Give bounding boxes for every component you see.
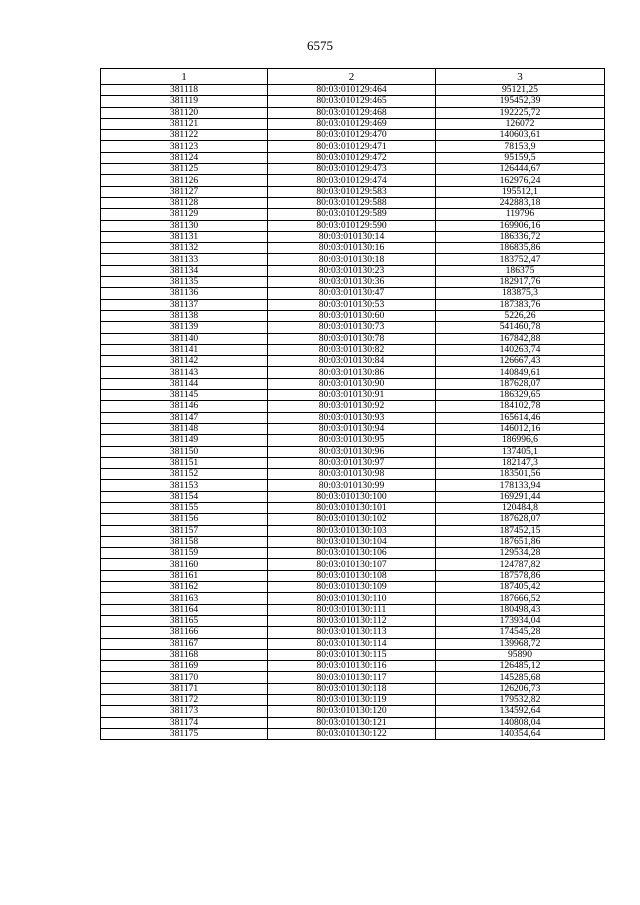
table-row: [101, 593, 605, 604]
cell-number: 381168: [101, 649, 268, 660]
table-row: [101, 491, 605, 502]
cell-value: 140263,74: [436, 344, 605, 355]
cell-number: 381160: [101, 559, 268, 570]
cell-number: 381147: [101, 412, 268, 423]
cell-cadastral-id: 80:03:010130:99: [268, 480, 436, 491]
cell-number: 381170: [101, 672, 268, 683]
table-row: [101, 186, 605, 197]
cell-value: 187383,76: [436, 299, 605, 310]
cell-value: 120484,8: [436, 502, 605, 513]
table-row: [101, 570, 605, 581]
table-row: [101, 514, 605, 525]
cell-number: 381167: [101, 638, 268, 649]
cell-value: 140849,61: [436, 367, 605, 378]
cell-number: 381136: [101, 288, 268, 299]
cell-cadastral-id: 80:03:010129:469: [268, 118, 436, 129]
table-row: [101, 310, 605, 321]
cell-number: 381171: [101, 683, 268, 694]
cell-cadastral-id: 80:03:010129:473: [268, 164, 436, 175]
cell-value: 169291,44: [436, 491, 605, 502]
cell-number: 381143: [101, 367, 268, 378]
cell-value: 186835,86: [436, 243, 605, 254]
table-row: [101, 649, 605, 660]
cell-number: 381148: [101, 423, 268, 434]
cell-cadastral-id: 80:03:010130:78: [268, 333, 436, 344]
cell-value: 187666,52: [436, 593, 605, 604]
table-row: [101, 231, 605, 242]
cell-number: 381154: [101, 491, 268, 502]
cell-number: 381130: [101, 220, 268, 231]
table-row: [101, 322, 605, 333]
cell-cadastral-id: 80:03:010130:98: [268, 469, 436, 480]
table-row: [101, 333, 605, 344]
cell-number: 381125: [101, 164, 268, 175]
cell-number: 381131: [101, 231, 268, 242]
cell-cadastral-id: 80:03:010130:108: [268, 570, 436, 581]
cell-cadastral-id: 80:03:010130:104: [268, 536, 436, 547]
table-row: [101, 548, 605, 559]
cell-number: 381132: [101, 243, 268, 254]
cell-cadastral-id: 80:03:010130:96: [268, 446, 436, 457]
cell-cadastral-id: 80:03:010130:113: [268, 627, 436, 638]
cell-cadastral-id: 80:03:010130:47: [268, 288, 436, 299]
cell-cadastral-id: 80:03:010130:86: [268, 367, 436, 378]
cell-number: 381139: [101, 322, 268, 333]
cell-value: 182147,3: [436, 457, 605, 468]
table-row: [101, 469, 605, 480]
table-row: [101, 661, 605, 672]
table-row: [101, 457, 605, 468]
cell-cadastral-id: 80:03:010130:53: [268, 299, 436, 310]
cell-value: 186375: [436, 265, 605, 276]
table-row: [101, 695, 605, 706]
page-number: 6575: [307, 38, 333, 53]
cell-value: 165614,46: [436, 412, 605, 423]
cell-cadastral-id: 80:03:010130:95: [268, 435, 436, 446]
cell-value: 140603,61: [436, 130, 605, 141]
table-row: [101, 446, 605, 457]
cell-value: 140354,64: [436, 728, 605, 739]
cell-cadastral-id: 80:03:010130:16: [268, 243, 436, 254]
cell-value: 183752,47: [436, 254, 605, 265]
cell-value: 126444,67: [436, 164, 605, 175]
cell-value: 173934,04: [436, 615, 605, 626]
cell-number: 381173: [101, 706, 268, 717]
cell-cadastral-id: 80:03:010129:472: [268, 152, 436, 163]
table-row: [101, 96, 605, 107]
cell-value: 187628,07: [436, 514, 605, 525]
table-row: [101, 604, 605, 615]
cell-number: 381164: [101, 604, 268, 615]
cell-cadastral-id: 80:03:010130:36: [268, 277, 436, 288]
cell-number: 381133: [101, 254, 268, 265]
table-row: [101, 728, 605, 739]
table-row: [101, 525, 605, 536]
table-row: [101, 502, 605, 513]
cell-cadastral-id: 80:03:010130:103: [268, 525, 436, 536]
cell-number: 381145: [101, 390, 268, 401]
cell-value: 146012,16: [436, 423, 605, 434]
cell-cadastral-id: 80:03:010129:589: [268, 209, 436, 220]
cell-number: 381151: [101, 457, 268, 468]
cell-number: 381158: [101, 536, 268, 547]
cell-cadastral-id: 80:03:010130:122: [268, 728, 436, 739]
table-row: [101, 175, 605, 186]
cell-cadastral-id: 80:03:010130:119: [268, 695, 436, 706]
cell-number: 381159: [101, 548, 268, 559]
table-row: [101, 243, 605, 254]
cell-cadastral-id: 80:03:010129:468: [268, 107, 436, 118]
cell-number: 381123: [101, 141, 268, 152]
cell-number: 381138: [101, 310, 268, 321]
cell-cadastral-id: 80:03:010130:115: [268, 649, 436, 660]
cell-number: 381161: [101, 570, 268, 581]
cell-number: 381126: [101, 175, 268, 186]
cell-cadastral-id: 80:03:010130:114: [268, 638, 436, 649]
cell-number: 381153: [101, 480, 268, 491]
cell-number: 381174: [101, 717, 268, 728]
cell-value: 139968,72: [436, 638, 605, 649]
table-row: [101, 130, 605, 141]
data-table: [100, 68, 605, 740]
cell-number: 381146: [101, 401, 268, 412]
cell-value: 167842,88: [436, 333, 605, 344]
cell-value: 187405,42: [436, 582, 605, 593]
table-row: [101, 164, 605, 175]
cell-value: 186996,6: [436, 435, 605, 446]
cell-number: 381175: [101, 728, 268, 739]
cell-value: 180498,43: [436, 604, 605, 615]
cell-cadastral-id: 80:03:010130:101: [268, 502, 436, 513]
cell-number: 381118: [101, 85, 268, 96]
cell-value: 129534,28: [436, 548, 605, 559]
cell-value: 186336,72: [436, 231, 605, 242]
cell-value: 126206,73: [436, 683, 605, 694]
table-row: [101, 367, 605, 378]
table-row: [101, 638, 605, 649]
cell-value: 183875,3: [436, 288, 605, 299]
table-row: [101, 277, 605, 288]
cell-cadastral-id: 80:03:010130:100: [268, 491, 436, 502]
table-row: [101, 220, 605, 231]
cell-number: 381122: [101, 130, 268, 141]
cell-value: 187578,86: [436, 570, 605, 581]
cell-cadastral-id: 80:03:010129:590: [268, 220, 436, 231]
cell-value: 169906,16: [436, 220, 605, 231]
table-row: [101, 288, 605, 299]
table-row: [101, 378, 605, 389]
cell-number: 381129: [101, 209, 268, 220]
cell-value: 126485,12: [436, 661, 605, 672]
cell-cadastral-id: 80:03:010129:583: [268, 186, 436, 197]
cell-cadastral-id: 80:03:010129:464: [268, 85, 436, 96]
cell-cadastral-id: 80:03:010130:111: [268, 604, 436, 615]
cell-value: 195512,1: [436, 186, 605, 197]
header-row: [101, 69, 605, 85]
table-body: [101, 85, 605, 740]
cell-cadastral-id: 80:03:010130:117: [268, 672, 436, 683]
cell-number: 381121: [101, 118, 268, 129]
cell-cadastral-id: 80:03:010130:73: [268, 322, 436, 333]
cell-value: 187651,86: [436, 536, 605, 547]
table-row: [101, 118, 605, 129]
cell-value: 137405,1: [436, 446, 605, 457]
cell-number: 381166: [101, 627, 268, 638]
cell-number: 381144: [101, 378, 268, 389]
table-row: [101, 559, 605, 570]
table-row: [101, 356, 605, 367]
cell-cadastral-id: 80:03:010129:470: [268, 130, 436, 141]
cell-number: 381150: [101, 446, 268, 457]
cell-number: 381124: [101, 152, 268, 163]
cell-value: 195452,39: [436, 96, 605, 107]
cell-number: 381128: [101, 197, 268, 208]
table-row: [101, 435, 605, 446]
cell-cadastral-id: 80:03:010130:110: [268, 593, 436, 604]
cell-cadastral-id: 80:03:010130:23: [268, 265, 436, 276]
cell-value: 174545,28: [436, 627, 605, 638]
cell-cadastral-id: 80:03:010130:116: [268, 661, 436, 672]
cell-number: 381156: [101, 514, 268, 525]
cell-cadastral-id: 80:03:010130:102: [268, 514, 436, 525]
table-row: [101, 209, 605, 220]
table-row: [101, 683, 605, 694]
table-row: [101, 254, 605, 265]
cell-cadastral-id: 80:03:010130:107: [268, 559, 436, 570]
cell-value: 187628,07: [436, 378, 605, 389]
table-row: [101, 672, 605, 683]
table-row: [101, 197, 605, 208]
cell-cadastral-id: 80:03:010129:465: [268, 96, 436, 107]
table-row: [101, 480, 605, 491]
cell-value: 183501,56: [436, 469, 605, 480]
cell-number: 381119: [101, 96, 268, 107]
cell-number: 381135: [101, 277, 268, 288]
cell-number: 381169: [101, 661, 268, 672]
cell-value: 179532,82: [436, 695, 605, 706]
table-row: [101, 401, 605, 412]
cell-number: 381155: [101, 502, 268, 513]
table-row: [101, 265, 605, 276]
cell-cadastral-id: 80:03:010130:84: [268, 356, 436, 367]
cell-cadastral-id: 80:03:010130:118: [268, 683, 436, 694]
table-row: [101, 627, 605, 638]
cell-cadastral-id: 80:03:010129:474: [268, 175, 436, 186]
cell-value: 140808,04: [436, 717, 605, 728]
cell-value: 145285,68: [436, 672, 605, 683]
cell-value: 134592,64: [436, 706, 605, 717]
cell-cadastral-id: 80:03:010130:60: [268, 310, 436, 321]
table-header: [101, 69, 605, 85]
cell-number: 381127: [101, 186, 268, 197]
column-header-2: 2: [268, 69, 436, 85]
table-row: [101, 299, 605, 310]
cell-value: 182917,76: [436, 277, 605, 288]
cell-value: 95121,25: [436, 85, 605, 96]
cell-value: 186329,65: [436, 390, 605, 401]
cell-cadastral-id: 80:03:010130:97: [268, 457, 436, 468]
table-row: [101, 536, 605, 547]
cell-cadastral-id: 80:03:010130:93: [268, 412, 436, 423]
table-row: [101, 107, 605, 118]
table-row: [101, 423, 605, 434]
cell-cadastral-id: 80:03:010129:471: [268, 141, 436, 152]
column-header-1: 1: [101, 69, 268, 85]
table-row: [101, 582, 605, 593]
cell-number: 381152: [101, 469, 268, 480]
cell-value: 124787,82: [436, 559, 605, 570]
cell-cadastral-id: 80:03:010130:92: [268, 401, 436, 412]
table-row: [101, 615, 605, 626]
cell-value: 95890: [436, 649, 605, 660]
cell-number: 381163: [101, 593, 268, 604]
cell-value: 178133,94: [436, 480, 605, 491]
cell-number: 381142: [101, 356, 268, 367]
cell-cadastral-id: 80:03:010130:18: [268, 254, 436, 265]
table-row: [101, 141, 605, 152]
cell-number: 381134: [101, 265, 268, 276]
cell-cadastral-id: 80:03:010130:109: [268, 582, 436, 593]
cell-value: 187452,15: [436, 525, 605, 536]
cell-cadastral-id: 80:03:010130:106: [268, 548, 436, 559]
cell-value: 95159,5: [436, 152, 605, 163]
cell-number: 381137: [101, 299, 268, 310]
cell-number: 381172: [101, 695, 268, 706]
cell-number: 381165: [101, 615, 268, 626]
cell-cadastral-id: 80:03:010130:112: [268, 615, 436, 626]
table-row: [101, 152, 605, 163]
cell-number: 381120: [101, 107, 268, 118]
table-row: [101, 344, 605, 355]
cell-value: 5226,26: [436, 310, 605, 321]
cell-cadastral-id: 80:03:010130:94: [268, 423, 436, 434]
cell-value: 119796: [436, 209, 605, 220]
cell-number: 381141: [101, 344, 268, 355]
table-row: [101, 390, 605, 401]
table-row: [101, 717, 605, 728]
table-row: [101, 85, 605, 96]
table-row: [101, 412, 605, 423]
cell-number: 381162: [101, 582, 268, 593]
cell-value: 162976,24: [436, 175, 605, 186]
cell-value: 242883,18: [436, 197, 605, 208]
cell-cadastral-id: 80:03:010130:121: [268, 717, 436, 728]
cell-value: 184102,78: [436, 401, 605, 412]
cell-number: 381149: [101, 435, 268, 446]
cell-value: 126072: [436, 118, 605, 129]
cell-number: 381157: [101, 525, 268, 536]
cell-number: 381140: [101, 333, 268, 344]
cell-cadastral-id: 80:03:010130:120: [268, 706, 436, 717]
cell-cadastral-id: 80:03:010130:91: [268, 390, 436, 401]
cell-value: 192225,72: [436, 107, 605, 118]
table-row: [101, 706, 605, 717]
cell-cadastral-id: 80:03:010130:14: [268, 231, 436, 242]
cell-cadastral-id: 80:03:010130:90: [268, 378, 436, 389]
cell-cadastral-id: 80:03:010130:82: [268, 344, 436, 355]
cell-cadastral-id: 80:03:010129:588: [268, 197, 436, 208]
cell-value: 541460,78: [436, 322, 605, 333]
cell-value: 78153,9: [436, 141, 605, 152]
column-header-3: 3: [436, 69, 605, 85]
cell-value: 126667,43: [436, 356, 605, 367]
